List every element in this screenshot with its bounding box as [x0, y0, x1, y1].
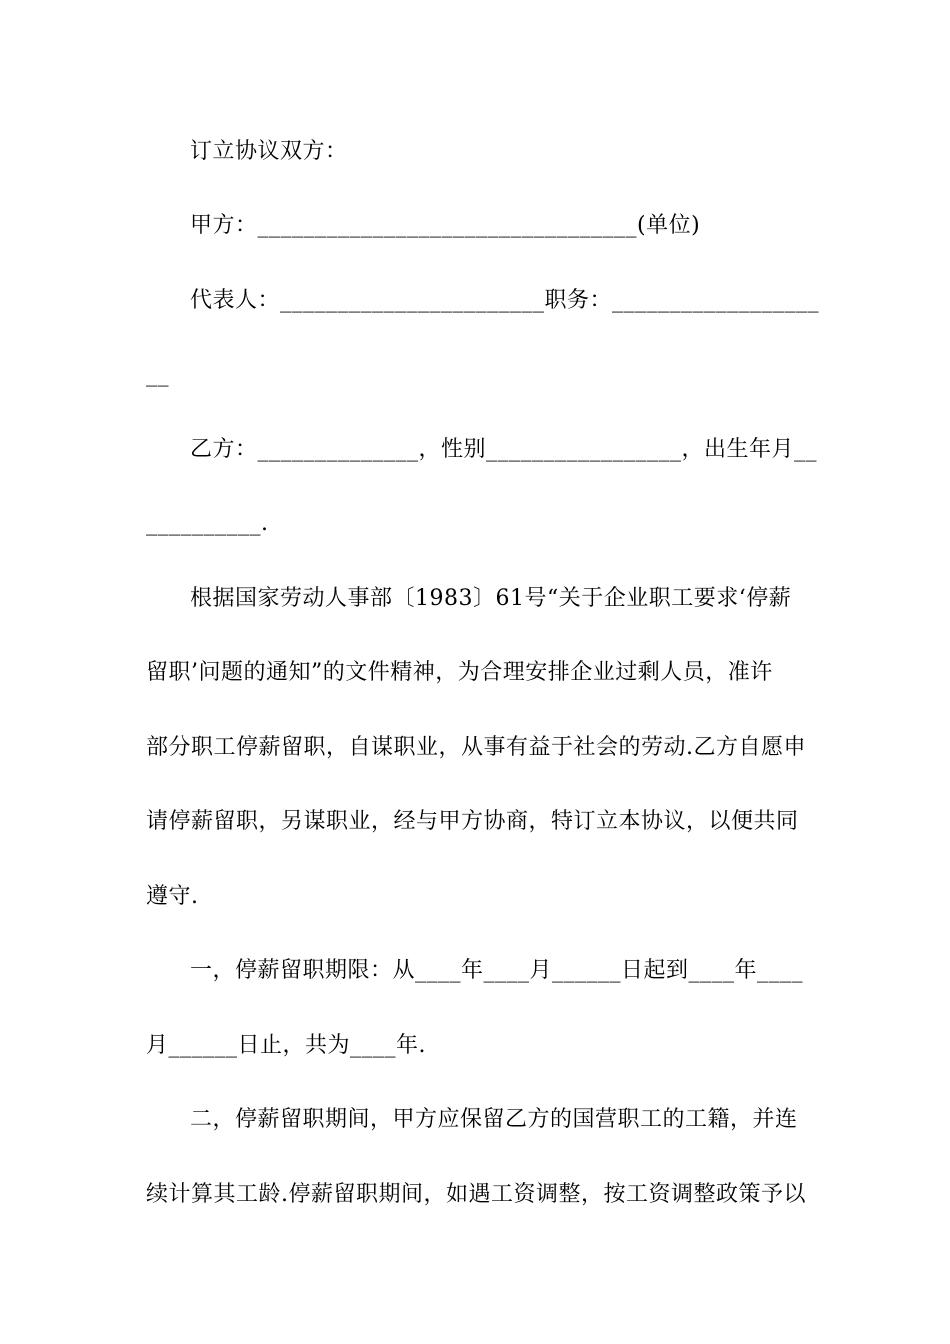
preamble-line-1: 根据国家劳动人事部〔1983〕61号“关于企业职工要求‘停薪: [190, 586, 792, 611]
preamble-line-2: 留职’问题的通知”的文件精神，为合理安排企业过剩人员，准许: [146, 660, 773, 685]
clause-2-line-1: 二，停薪留职期间，甲方应保留乙方的国营职工的工籍，并连: [190, 1107, 798, 1132]
party-b-line-continued: __________.: [146, 511, 269, 536]
clause-1-line-2: 月______日止，共为____年.: [146, 1033, 426, 1058]
party-b-line: 乙方：______________，性别_________________，出生年月__: [190, 437, 818, 462]
clause-2-line-2: 续计算其工龄.停薪留职期间，如遇工资调整，按工资调整政策予以: [146, 1182, 806, 1207]
clause-1-line-1: 一，停薪留职期限：从____年____月______日起到____年____: [190, 958, 804, 983]
parties-heading: 订立协议双方：: [190, 139, 348, 164]
preamble-line-4: 请停薪留职，另谋职业，经与甲方协商，特订立本协议，以便共同: [146, 809, 799, 834]
preamble-line-5: 遵守.: [146, 884, 199, 909]
preamble-line-3: 部分职工停薪留职，自谋职业，从事有益于社会的劳动.乙方自愿申: [146, 735, 806, 760]
representative-line: 代表人：_______________________职务：__________________: [190, 288, 820, 313]
party-a-line: 甲方：_________________________________(单位): [190, 213, 701, 238]
representative-line-continued: __: [146, 362, 169, 387]
